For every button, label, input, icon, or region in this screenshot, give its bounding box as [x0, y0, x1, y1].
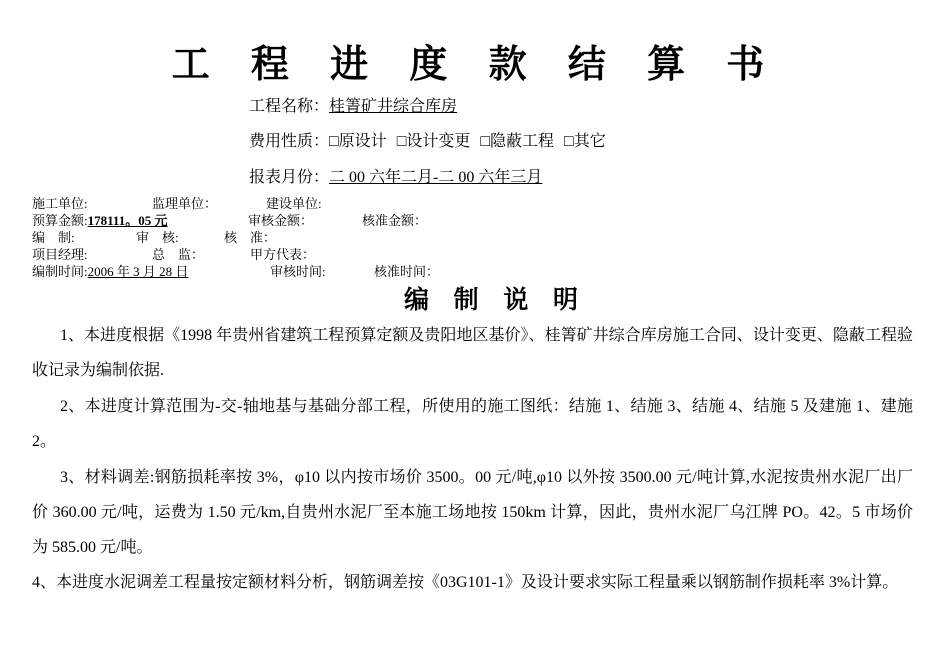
project-name-value: 桂箐矿井综合库房 [329, 98, 458, 115]
build-unit-label: 建设单位: [266, 196, 322, 211]
budget-amount-value: 178111。05 元 [87, 213, 168, 228]
fee-type-label: 费用性质： [249, 133, 330, 150]
checkbox-original-design[interactable]: □原设计 [329, 133, 387, 150]
note-paragraph-2: 2、本进度计算范围为-交-轴地基与基础分部工程，所使用的施工图纸：结施 1、结施 3、结施 4、结施 5 及建施 1、建施 2。 [32, 398, 913, 450]
compile-time-value: 2006 年 3 月 28 日 [87, 264, 189, 279]
project-name-label: 工程名称： [249, 98, 330, 115]
report-month-label: 报表月份： [249, 169, 330, 186]
document-title: 工 程 进 度 款 结 算 书 [171, 42, 779, 86]
reviewed-by-label: 审 核: [136, 230, 179, 245]
approved-by-label: 核 准： [224, 230, 277, 245]
budget-amount-row [32, 213, 167, 229]
note-paragraph-1: 1、本进度根据《1998 年贵州省建筑工程预算定额及贵阳地区基价》、桂箐矿井综合库房施工合同、设计变更、隐蔽工程验收记录为编制依据. [32, 327, 913, 379]
compiled-by-label: 编 制: [32, 230, 75, 245]
project-manager-label: 项目经理: [32, 247, 88, 262]
construction-unit-label: 施工单位: [32, 196, 88, 211]
section-title: 编 制 说 明 [403, 285, 587, 314]
report-month-value: 二 00 六年二月-二 00 六年三月 [329, 169, 543, 186]
checkbox-concealed-work[interactable]: □隐蔽工程 [480, 133, 555, 150]
checkbox-other[interactable]: □其它 [564, 133, 606, 150]
owner-rep-label: 甲方代表： [250, 247, 316, 262]
fee-type-row [249, 131, 616, 153]
project-name-row [249, 96, 457, 118]
chief-supervisor-label: 总 监： [152, 247, 205, 262]
checkbox-design-change[interactable]: □设计变更 [396, 133, 471, 150]
review-time-label: 审核时间: [270, 264, 326, 279]
report-month-row [249, 167, 542, 189]
note-paragraph-4: 4、本进度水泥调差工程量按定额材料分析，钢筋调差按《03G101-1》及设计要求实际工程量乘以钢筋制作损耗率 3%计算。 [32, 574, 899, 591]
budget-amount-label: 预算金额: [32, 213, 88, 228]
compile-time-row [32, 264, 188, 280]
supervision-unit-label: 监理单位： [152, 196, 218, 211]
approved-amount-label: 核准金额： [362, 213, 428, 228]
compile-time-label: 编制时间: [32, 264, 88, 279]
approve-time-label: 核准时间： [374, 264, 440, 279]
audit-amount-label: 审核金额： [248, 213, 314, 228]
note-paragraph-3: 3、材料调差:钢筋损耗率按 3%，φ10 以内按市场价 3500。00 元/吨,φ10 以外按 3500.00 元/吨计算,水泥按贵州水泥厂出厂价 360.00 元/吨，运费为 1.50 元/km,自贵州水泥厂至本施工场地按 150km 计算，因此，贵州水泥厂乌江牌 PO。42。5 市场价为 585.00 元/吨。 [32, 469, 913, 556]
